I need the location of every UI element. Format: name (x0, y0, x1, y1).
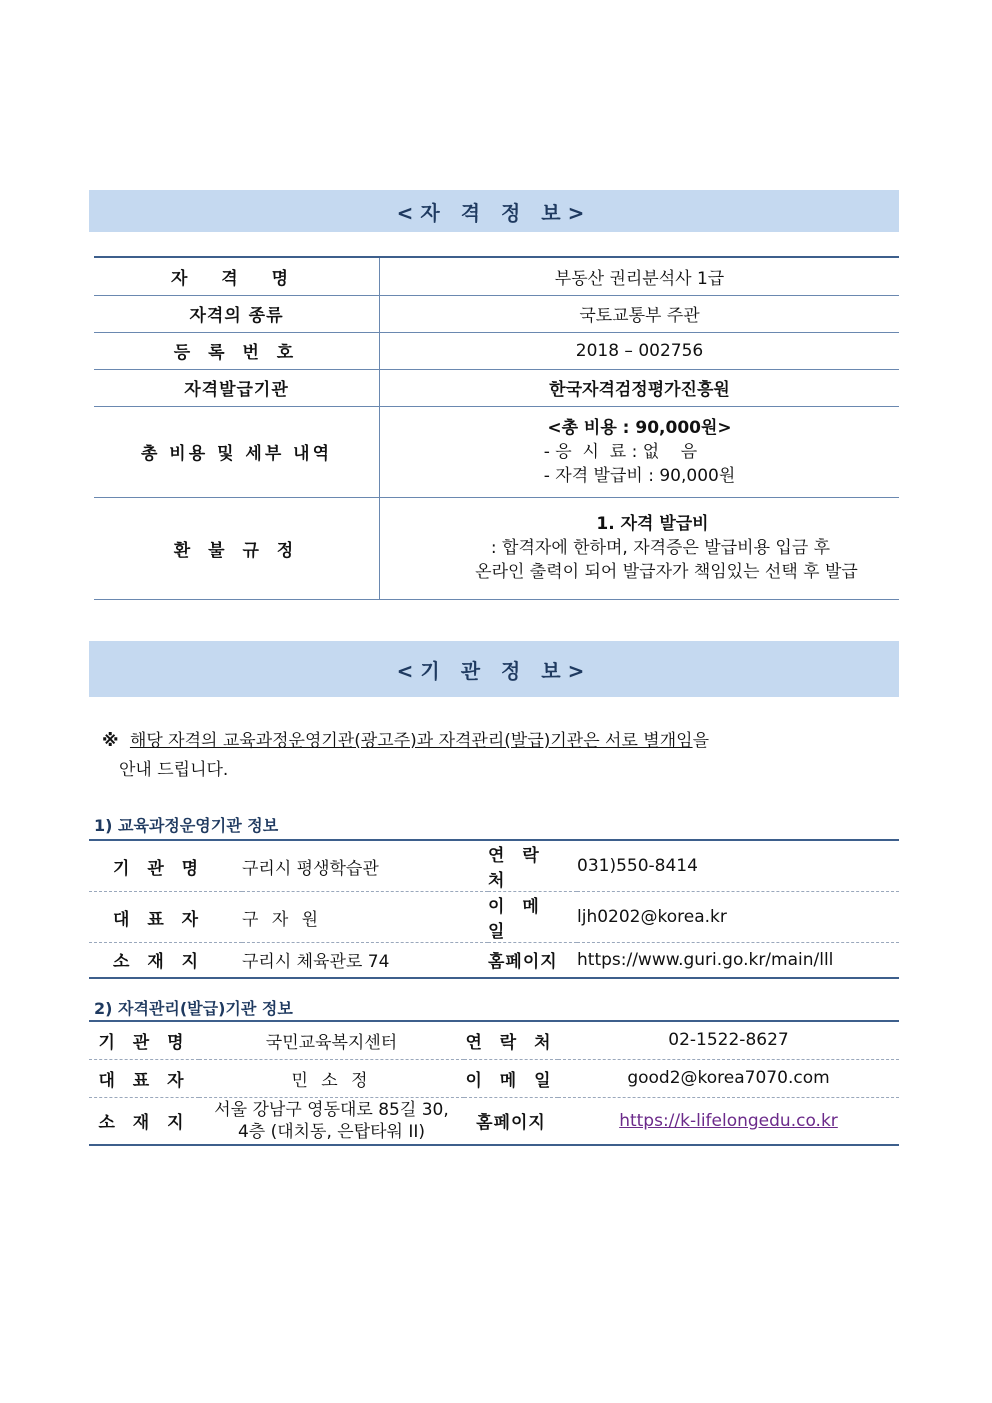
iss-web-value[interactable] (558, 1097, 899, 1145)
education-org-title: 1) 교육과정운영기관 정보 (94, 816, 279, 835)
fee-details (380, 406, 900, 497)
table-row (89, 840, 899, 892)
edu-addr-value: 구리시 체육관로 74 (242, 943, 488, 978)
refund-line-2: 온라인 출력이 되어 발급자가 책임있는 선택 후 발급 (475, 562, 858, 582)
education-org-table (89, 839, 899, 979)
table-row (94, 332, 899, 369)
iss-addr-line-2: 4층 (대치동, 은탑타워 II) (237, 1121, 426, 1142)
table-row (89, 1059, 899, 1097)
refund-policy (380, 497, 900, 599)
issuing-org-table (89, 1020, 899, 1146)
qualification-table (94, 256, 899, 600)
qualification-name-label: 자 격 명 (94, 257, 380, 295)
notice-line-1: 해당 자격의 교육과정운영기관(광고주)과 자격관리(발급)기관은 서로 별개임 (129, 731, 693, 751)
fee-issuance: - 자격 발급비 : 90,000원 (543, 465, 736, 486)
fee-label: 총 비용 및 세부 내역 (94, 406, 380, 497)
fee-exam: - 응 시 료 : 없 음 (543, 441, 698, 462)
table-row (94, 369, 899, 406)
institution-section-title: <기 관 정 보> (89, 641, 899, 697)
edu-rep-label: 대 표 자 (89, 892, 242, 943)
notice-mark: ※ (102, 731, 119, 751)
issuing-agency-label: 자격발급기관 (94, 369, 380, 406)
table-row (89, 943, 899, 978)
refund-label: 환 불 규 정 (94, 497, 380, 599)
edu-rep-value: 구 자 원 (242, 892, 488, 943)
issuing-org-title: 2) 자격관리(발급)기관 정보 (94, 999, 293, 1018)
qualification-name-value: 부동산 권리분석사 1급 (380, 257, 900, 295)
iss-rep-label: 대 표 자 (89, 1059, 199, 1097)
iss-email-label: 이 메 일 (464, 1059, 558, 1097)
edu-name-label: 기 관 명 (89, 840, 242, 892)
qualification-type-value: 국토교통부 주관 (380, 295, 900, 332)
table-row (94, 257, 899, 295)
iss-contact-label: 연 락 처 (464, 1021, 558, 1059)
iss-addr-label: 소 재 지 (89, 1097, 199, 1145)
iss-contact-value: 02-1522-8627 (558, 1021, 899, 1059)
iss-email-value: good2@korea7070.com (558, 1059, 899, 1097)
table-row (89, 1021, 899, 1059)
qualification-type-label: 자격의 종류 (94, 295, 380, 332)
table-row (94, 295, 899, 332)
edu-email-label: 이 메 일 (488, 892, 577, 943)
iss-web-link[interactable]: https://k-lifelongedu.co.kr (619, 1110, 838, 1131)
table-row (94, 406, 899, 497)
table-row (94, 497, 899, 599)
edu-name-value: 구리시 평생학습관 (242, 840, 488, 892)
iss-web-label: 홈페이지 (464, 1097, 558, 1145)
edu-web-label: 홈페이지 (488, 943, 577, 978)
edu-contact-value: 031)550-8414 (577, 840, 899, 892)
iss-name-value: 국민교육복지센터 (199, 1021, 464, 1059)
refund-line-1: : 합격자에 한하며, 자격증은 발급비용 입금 후 (490, 538, 831, 558)
refund-head: 1. 자격 발급비 (596, 514, 709, 534)
table-row (89, 1097, 899, 1145)
table-row (89, 892, 899, 943)
iss-name-label: 기 관 명 (89, 1021, 199, 1059)
notice-line-2: 안내 드립니다. (119, 760, 229, 780)
issuing-agency-value: 한국자격검정평가진흥원 (380, 369, 900, 406)
qualification-section-title: <자 격 정 보> (89, 190, 899, 232)
notice-line-1-tail: 을 (692, 731, 710, 751)
iss-rep-value: 민 소 정 (199, 1059, 464, 1097)
registration-number-label: 등 록 번 호 (94, 332, 380, 369)
registration-number-value: 2018 – 002756 (380, 332, 900, 369)
fee-total: <총 비용 : 90,000원> (547, 417, 732, 438)
edu-email-value: ljh0202@korea.kr (577, 892, 899, 943)
edu-web-value[interactable]: https://www.guri.go.kr/main/lll (577, 943, 899, 978)
iss-addr-line-1: 서울 강남구 영동대로 85길 30, (214, 1099, 449, 1120)
notice (102, 727, 709, 785)
iss-addr-value (199, 1097, 464, 1145)
edu-addr-label: 소 재 지 (89, 943, 242, 978)
edu-contact-label: 연 락 처 (488, 840, 577, 892)
